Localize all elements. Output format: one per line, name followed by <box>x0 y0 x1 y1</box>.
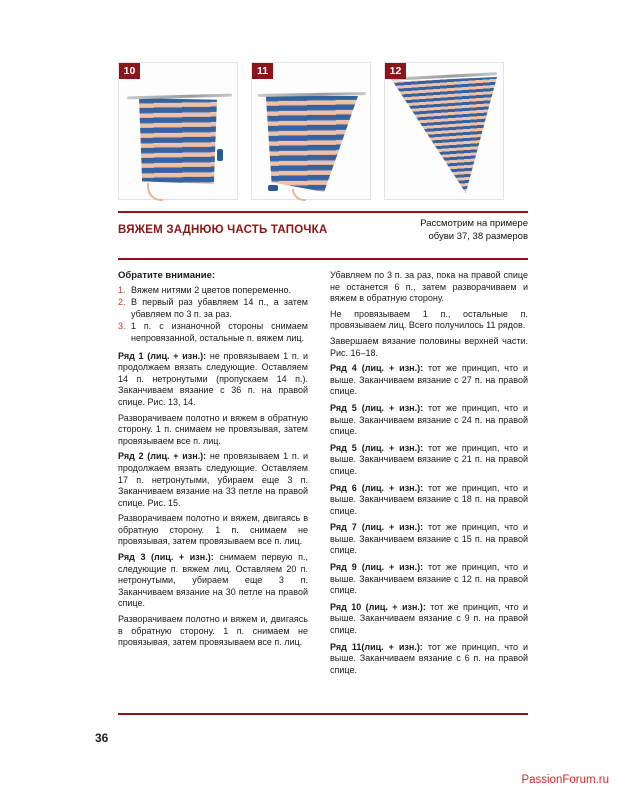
list-item-text: Вяжем нитями 2 цветов попеременно. <box>131 284 291 295</box>
paragraph-text: снимаем первую п., следующие п. вяжем лиц. Оставляем 20 п. нетронутыми, убираем еще 3 п. Заканчиваем вязание на 30 петле на правой спице. <box>118 552 308 609</box>
instruction-paragraph <box>118 513 308 548</box>
row-text: тот же принцип, что и выше. Заканчиваем вязание с 18 п. на правой спице. <box>330 482 528 516</box>
divider-line-top <box>118 211 528 213</box>
stitch-marker-icon <box>268 185 278 191</box>
row-lead: Ряд 4 (лиц. + изн.): <box>330 363 424 374</box>
row-text: тот же принцип, что и выше. Заканчиваем вязание с 6 п. на правой спице. <box>330 641 528 675</box>
row-instruction <box>330 522 528 557</box>
divider-line-mid <box>118 258 528 260</box>
list-item-text: В первый раз убавляем 14 п., а затем убавляем по 3 п. за раз. <box>131 297 308 319</box>
section-subtitle-line1: Рассмотрим на примере <box>420 218 528 229</box>
figure-number-badge: 11 <box>252 63 273 79</box>
figure-photo-10 <box>118 62 238 200</box>
instruction-paragraph: Не провязываем 1 п., остальные п. провязываем лиц. Всего получилось 11 рядов. <box>330 308 528 331</box>
knitting-swatch-image <box>264 96 358 192</box>
row-text: тот же принцип, что и выше. Заканчиваем вязание с 9 п. на правой спице. <box>330 601 528 636</box>
figure-photo-12 <box>384 62 504 200</box>
instruction-paragraph: Завершаем вязание половины верхней части. Рис. 16–18. <box>330 335 528 358</box>
divider-line-bottom <box>118 713 528 715</box>
row-instruction <box>330 363 528 398</box>
row-lead: Ряд 10 (лиц. + изн.): <box>330 601 426 612</box>
list-item <box>118 321 308 344</box>
row-lead: Ряд 1 (лиц. + изн.): <box>118 350 207 361</box>
row-instruction <box>330 443 528 478</box>
knitting-swatch-image <box>139 98 217 184</box>
figure-number-badge: 12 <box>385 63 406 79</box>
instruction-paragraph <box>118 451 308 509</box>
row-lead: Ряд 9 (лиц. + изн.): <box>330 562 424 573</box>
section-subtitle-line2: обуви 37, 38 размеров <box>428 231 528 242</box>
row-lead: Ряд 6 (лиц. + изн.): <box>330 482 424 493</box>
paragraph-text: Разворачиваем полотно и вяжем в обратную сторону. 1 п. снимаем не провязывая, затем провязываем все п. лиц. <box>118 412 308 446</box>
list-number: 2. <box>118 297 126 308</box>
stitch-marker-icon <box>217 149 223 161</box>
row-instruction <box>330 642 528 677</box>
list-number: 3. <box>118 321 126 332</box>
row-text: тот же принцип, что и выше. Заканчиваем вязание с 12 п. на правой спице. <box>330 562 528 596</box>
list-item <box>118 297 308 320</box>
row-instruction <box>330 562 528 597</box>
paragraph-text: не провязываем 1 п. и продолжаем вязать следующие. Оставляем 14 п. нетронутыми (пропускаем 14 п.). Заканчиваем вязание с 36 п. на правой спице. Рис. 13, 14. <box>118 350 308 407</box>
instruction-paragraph <box>118 413 308 448</box>
knitting-swatch-image <box>393 77 497 193</box>
row-text: тот же принцип, что и выше. Заканчиваем вязание с 21 п. на правой спице. <box>330 442 528 476</box>
paragraph-text: Разворачиваем полотно и вяжем, двигаясь в обратную сторону. 1 п. снимаем не провязывая, затем провязываем все п. лиц. <box>118 513 308 547</box>
instruction-paragraph <box>118 351 308 409</box>
figure-photo-11 <box>251 62 371 200</box>
yarn-strand-icon <box>292 189 306 201</box>
row-lead: Ряд 5 (лиц. + изн.): <box>330 442 424 453</box>
figure-number-badge: 10 <box>119 63 140 79</box>
paragraph-text: не провязываем 1 п. и продолжаем вязать следующие. Оставляем 17 п. нетронутыми, убираем еще 3 п. Заканчиваем вязание на 33 петле на правой спице. Рис. 15. <box>118 451 308 508</box>
row-lead: Ряд 3 (лиц. + изн.): <box>118 552 214 563</box>
list-item <box>118 285 308 297</box>
right-text-column <box>330 270 528 681</box>
row-instruction <box>330 403 528 438</box>
list-number: 1. <box>118 284 126 295</box>
row-instruction <box>330 602 528 637</box>
yarn-strand-icon <box>147 183 163 201</box>
paragraph-text: Разворачиваем полотно и вяжем и, двигаясь в обратную сторону. 1 п. снимаем не провязывая, затем провязываем все п. лиц. <box>118 614 308 648</box>
notes-list <box>118 285 308 345</box>
row-text: тот же принцип, что и выше. Заканчиваем вязание с 15 п. на правой спице. <box>330 522 528 556</box>
row-text: тот же принцип, что и выше. Заканчиваем вязание с 27 п. на правой спице. <box>330 363 528 397</box>
instruction-paragraph <box>118 552 308 610</box>
row-lead: Ряд 7 (лиц. + изн.): <box>330 522 424 533</box>
section-title: ВЯЖЕМ ЗАДНЮЮ ЧАСТЬ ТАПОЧКА <box>118 224 328 236</box>
watermark-text: PassionForum.ru <box>521 774 609 786</box>
instruction-paragraph <box>118 614 308 649</box>
instruction-paragraph: Убавляем по 3 п. за раз, пока на правой спице не останется 6 п., затем разворачиваем и вяжем в обратную сторону. <box>330 270 528 304</box>
row-lead: Ряд 5 (лиц. + изн.): <box>330 402 424 413</box>
row-instruction <box>330 483 528 518</box>
knitting-needle-icon <box>127 94 232 100</box>
note-heading: Обратите внимание: <box>118 270 216 281</box>
row-lead: Ряд 2 (лиц. + изн.): <box>118 451 207 462</box>
page-number: 36 <box>95 731 109 745</box>
section-header <box>118 217 528 243</box>
row-lead: Ряд 11(лиц. + изн.): <box>330 641 423 652</box>
left-text-column <box>118 270 308 653</box>
row-text: тот же принцип, что и выше. Заканчиваем вязание с 24 п. на правой спице. <box>330 402 528 437</box>
section-subtitle <box>420 217 528 243</box>
list-item-text: 1 п. с изнаночной стороны снимаем непровязанной, остальные п. вяжем лиц. <box>131 321 308 343</box>
